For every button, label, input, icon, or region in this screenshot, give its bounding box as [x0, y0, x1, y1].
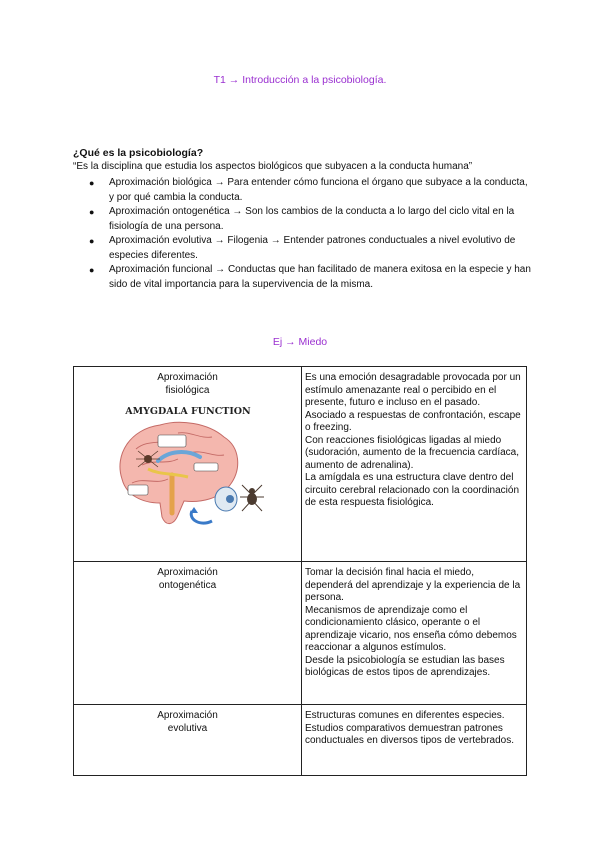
- table-cell-text: [302, 705, 527, 776]
- intro-definition: “Es la disciplina que estudia los aspectos biológicos que subyacen a la conducta humana”: [73, 161, 473, 172]
- intro-bullet-list: [73, 176, 533, 292]
- row-label: Aproximación fisiológica: [157, 372, 218, 396]
- page-title: T1 → Introducción a la psicobiología.: [213, 74, 387, 86]
- list-item: [89, 205, 533, 234]
- bullet-icon: ●: [89, 236, 95, 246]
- table-cell-text: [302, 562, 527, 705]
- bullet-text: Aproximación ontogenética → Son los cambios de la conducta a lo largo del ciclo vital en la fisiología de una persona.: [109, 206, 515, 232]
- spider-icon: [240, 485, 264, 511]
- table-cell-label: [74, 367, 302, 562]
- list-item: [89, 234, 533, 263]
- list-item: [89, 263, 533, 292]
- table-cell-text: [302, 367, 527, 562]
- table-cell-label: [74, 705, 302, 776]
- table-row: [74, 367, 527, 562]
- intro-heading: ¿Qué es la psicobiología?: [73, 147, 204, 159]
- bullet-icon: ●: [89, 265, 95, 275]
- row-description: Estructuras comunes en diferentes especies. Estudios comparativos demuestran patrones conductuales en diversos tipos de vertebrados.: [305, 710, 515, 746]
- example-title: Ej → Miedo: [272, 336, 328, 348]
- table-row: [74, 562, 527, 705]
- row-label: Aproximación ontogenética: [157, 567, 218, 591]
- eye-icon: [215, 487, 237, 511]
- bullet-icon: ●: [89, 178, 95, 188]
- bullet-text: Aproximación biológica → Para entender cómo funciona el órgano que subyace a la conducta, y por qué cambia la conducta.: [109, 177, 528, 203]
- figure-title: AMYGDALA FUNCTION: [124, 406, 251, 417]
- intro-section: [73, 146, 533, 292]
- fear-table: [73, 366, 527, 776]
- table-cell-label: [74, 562, 302, 705]
- bullet-icon: ●: [89, 207, 95, 217]
- bullet-text: Aproximación funcional → Conductas que han facilitado de manera exitosa en la especie y han sido de vital importancia para la supervivencia de la misma.: [109, 264, 531, 290]
- table-row: [74, 705, 527, 776]
- list-item: [89, 176, 533, 205]
- row-description: Es una emoción desagradable provocada por un estímulo amenazante real o percibido en el presente, futuro e incluso en el pasado. Asociado a respuestas de confrontación, escape o freezing. Con reacciones fisiológicas ligadas al miedo (sudoración, aumento de la frecuencia cardíaca, aumento de adrenalina). La amígdala es una estructura clave dentro del circuito cerebral relacionado con la coordinación de esta respuesta fisiológica.: [305, 372, 521, 508]
- row-label: Aproximación evolutiva: [157, 710, 218, 734]
- bullet-text: Aproximación evolutiva → Filogenia → Entender patrones conductuales a nivel evolutivo de especies diferentes.: [109, 235, 516, 261]
- row-description: Tomar la decisión final hacia el miedo, dependerá del aprendizaje y la experiencia de la persona. Mecanismos de aprendizaje como el condicionamiento clásico, operante o el aprendizaje vicario, nos enseña cómo debemos reaccionar a algunos estímulos. Desde la psicobiología se estudian las bases biológicas de estos tipos de aprendizajes.: [305, 567, 521, 678]
- amygdala-function-figure: [108, 403, 268, 535]
